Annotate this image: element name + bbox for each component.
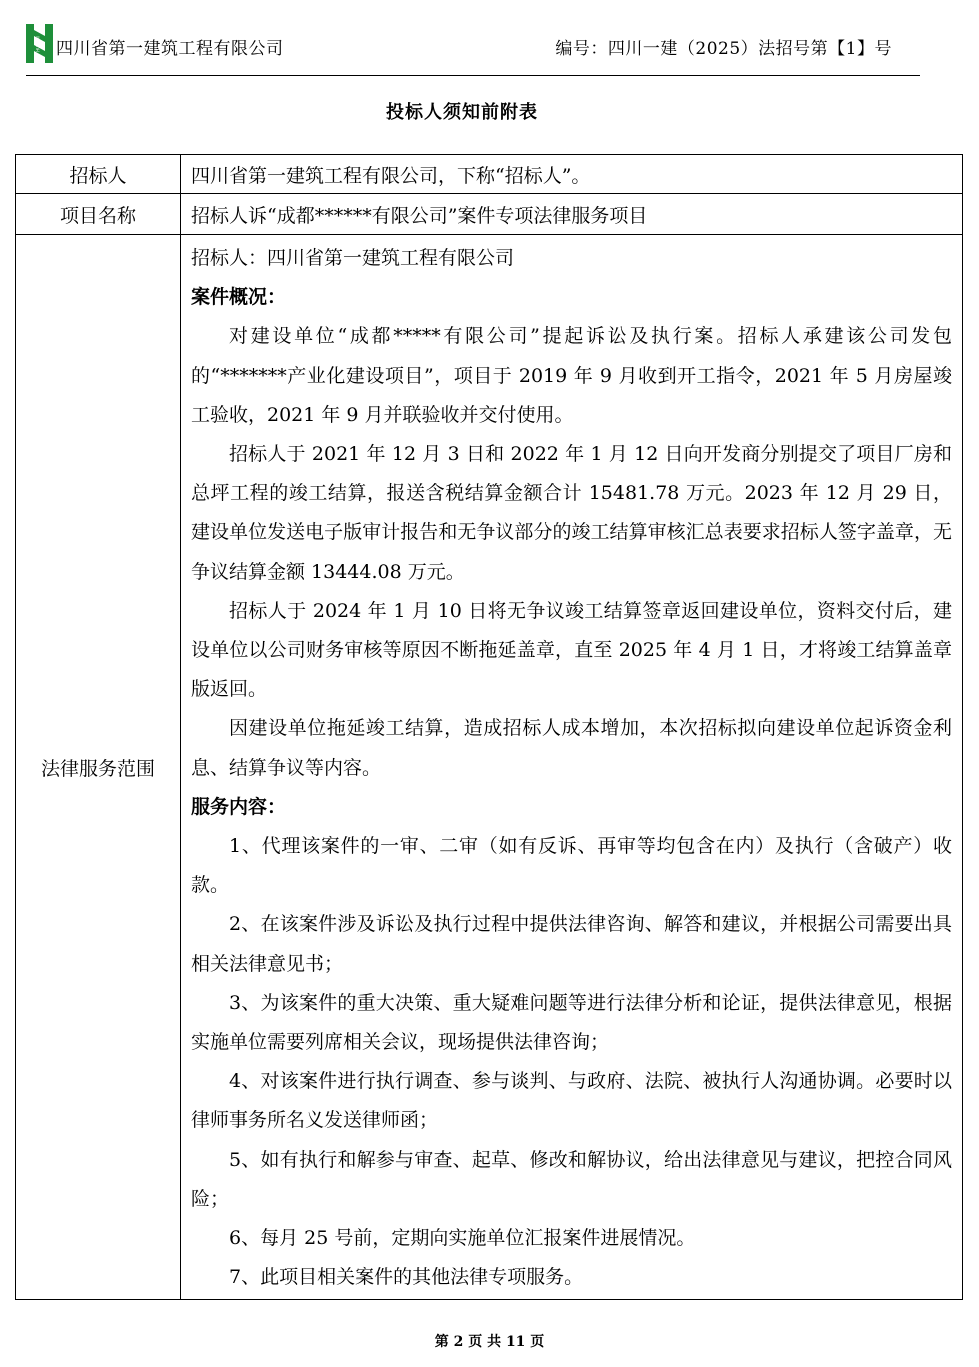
- bidder-instructions-table: [15, 154, 963, 1300]
- company-logo: [26, 24, 53, 63]
- page-header: [26, 22, 920, 72]
- case-paragraph: 招标人于 2024 年 1 月 10 日将无争议竣工结算签章返回建设单位，资料交付后，建设单位以公司财务审核等原因不断拖延盖章，直至 2025 年 4 月 1 日，才将竣工结算盖章版返回。: [191, 599, 952, 701]
- document-number: 编号：四川一建（2025）法招号第【1】号: [555, 39, 892, 59]
- table-row: [16, 235, 963, 1300]
- service-item: 2、在该案件涉及诉讼及执行过程中提供法律咨询、解答和建议，并根据公司需要出具相关法律意见书；: [191, 913, 952, 975]
- row-value-legal-scope: [181, 235, 963, 1300]
- service-item: 5、如有执行和解参与审查、起草、修改和解协议，给出法律意见与建议，把控合同风险；: [191, 1148, 952, 1210]
- logo-text: HUASHI: [35, 36, 41, 52]
- row-value-tenderer: 四川省第一建筑工程有限公司，下称“招标人”。: [181, 155, 963, 194]
- page-title: 投标人须知前附表: [386, 102, 538, 123]
- service-item: 3、为该案件的重大决策、重大疑难问题等进行法律分析和论证，提供法律意见，根据实施单位需要列席相关会议，现场提供法律咨询；: [191, 991, 952, 1054]
- row-value-project-name: 招标人诉“成都******有限公司”案件专项法律服务项目: [181, 194, 963, 235]
- service-item: 6、每月 25 号前，定期向实施单位汇报案件进展情况。: [229, 1227, 696, 1250]
- row-label-legal-scope: 法律服务范围: [16, 235, 181, 1300]
- service-item: 7、此项目相关案件的其他法律专项服务。: [229, 1266, 584, 1289]
- row-label-tenderer: 招标人: [16, 155, 181, 194]
- case-paragraph: 对建设单位“成都*****有限公司”提起诉讼及执行案。招标人承建该公司发包的“*******产业化建设项目”，项目于 2019 年 9 月收到开工指令，2021 年 5 月房屋竣工验收，2021 年 9 月并联验收并交付使用。: [191, 325, 952, 426]
- case-paragraph: 因建设单位拖延竣工结算，造成招标人成本增加，本次招标拟向建设单位起诉资金利息、结算争议等内容。: [191, 717, 952, 779]
- tenderer-line: 招标人：四川省第一建筑工程有限公司: [191, 247, 515, 269]
- page-number: 第 2 页 共 11 页: [434, 1334, 545, 1350]
- service-item: 1、代理该案件的一审、二审（如有反诉、再审等均包含在内）及执行（含破产）收款。: [191, 835, 952, 897]
- company-name: 四川省第一建筑工程有限公司: [56, 39, 284, 59]
- case-paragraph: 招标人于 2021 年 12 月 3 日和 2022 年 1 月 12 日向开发商分别提交了项目厂房和总坪工程的竣工结算，报送含税结算金额合计 15481.78 万元。2023 年 12 月 29 日，建设单位发送电子版审计报告和无争议部分的竣工结算审核汇总表要求招标人签字盖章，无争议结算金额 13444.08 万元。: [191, 443, 952, 583]
- service-item: 4、对该案件进行执行调查、参与谈判、与政府、法院、被执行人沟通协调。必要时以律师事务所名义发送律师函；: [191, 1070, 952, 1132]
- header-divider: [26, 75, 920, 76]
- row-label-project-name: 项目名称: [16, 194, 181, 235]
- table-row: [16, 155, 963, 194]
- service-heading: 服务内容：: [191, 795, 287, 818]
- table-row: [16, 194, 963, 235]
- case-heading: 案件概况：: [191, 286, 287, 309]
